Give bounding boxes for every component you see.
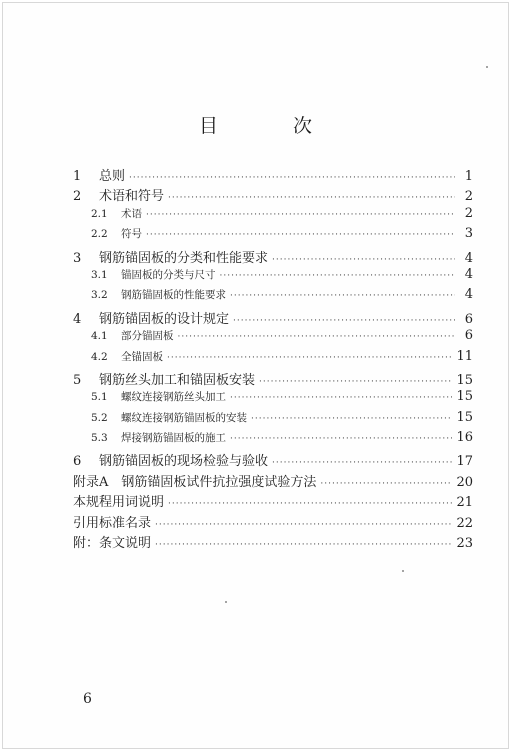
toc-dot-leader — [168, 499, 452, 509]
toc-entry-number: 3.2 — [91, 289, 108, 302]
toc-entry-number: 2.2 — [91, 228, 108, 241]
toc-entry — [73, 491, 473, 511]
document-page — [2, 2, 509, 749]
toc-dot-leader — [233, 316, 455, 326]
toc-entry-label: 螺纹连接钢筋丝头加工 — [121, 391, 226, 404]
toc-entry-number: 5.2 — [91, 411, 108, 424]
toc-entry-page: 21 — [456, 495, 473, 511]
toc-entry-label: 术语和符号 — [99, 189, 165, 205]
toc-entry — [73, 349, 473, 369]
toc-entry-label: 术语 — [121, 207, 142, 220]
toc-dot-leader — [155, 540, 452, 550]
toc-dot-leader — [167, 353, 452, 363]
toc-dot-leader — [129, 173, 455, 183]
toc-dot-leader — [272, 458, 452, 468]
toc-entry-page: 15 — [456, 372, 473, 388]
toc-entry — [73, 206, 473, 226]
toc-entry-number: 5 — [73, 372, 82, 388]
toc-dot-leader — [230, 291, 455, 301]
toc-dot-leader — [178, 332, 456, 342]
toc-entry — [73, 450, 473, 470]
toc-entry — [73, 165, 473, 185]
toc-entry-number: 2.1 — [91, 207, 108, 220]
toc-entry-page: 23 — [456, 536, 473, 552]
toc-dot-leader — [146, 210, 455, 220]
toc-entry-page: 15 — [456, 389, 473, 405]
scan-speck — [486, 66, 488, 68]
toc-entry-page: 2 — [464, 189, 473, 205]
toc-entry-label: 附录A 钢筋锚固板试件抗拉强度试验方法 — [73, 474, 317, 490]
toc-entry — [73, 267, 473, 287]
toc-entry — [73, 247, 473, 267]
toc-dot-leader — [230, 393, 452, 403]
toc-entry-number: 4.2 — [91, 350, 108, 363]
toc-entry-number: 2 — [73, 189, 82, 205]
toc-entry — [73, 185, 473, 205]
toc-dot-leader — [146, 230, 455, 240]
table-of-contents — [73, 165, 473, 552]
toc-entry-label: 钢筋锚固板的性能要求 — [121, 289, 226, 302]
toc-entry-label: 钢筋锚固板的设计规定 — [99, 311, 230, 327]
page-number: 6 — [83, 691, 92, 707]
toc-entry-page: 15 — [456, 409, 473, 425]
toc-entry-page: 4 — [464, 250, 473, 266]
toc-entry-label: 部分锚固板 — [121, 330, 174, 343]
toc-entry — [73, 532, 473, 552]
toc-entry — [73, 430, 473, 450]
toc-entry-number: 4 — [73, 311, 82, 327]
toc-entry-page: 2 — [464, 205, 473, 221]
toc-entry — [73, 512, 473, 532]
toc-entry-number: 5.1 — [91, 391, 108, 404]
toc-entry — [73, 410, 473, 430]
toc-entry-page: 22 — [456, 515, 473, 531]
toc-entry-page: 3 — [464, 226, 473, 242]
toc-entry — [73, 226, 473, 246]
toc-entry-page: 11 — [456, 348, 473, 364]
toc-dot-leader — [320, 479, 452, 489]
scan-speck — [225, 601, 227, 603]
toc-entry-number: 3 — [73, 250, 82, 266]
toc-dot-leader — [230, 434, 452, 444]
toc-entry-page: 4 — [464, 287, 473, 303]
toc-entry-label: 全锚固板 — [121, 350, 163, 363]
toc-entry-page: 6 — [464, 311, 473, 327]
toc-dot-leader — [168, 193, 455, 203]
toc-entry-label: 总则 — [99, 169, 126, 184]
toc-entry-label: 螺纹连接钢筋锚固板的安装 — [121, 411, 247, 424]
toc-entry-label: 符号 — [121, 228, 142, 241]
toc-entry-page: 20 — [456, 474, 473, 490]
toc-dot-leader — [272, 255, 455, 265]
page-title: 目 次 — [198, 115, 340, 137]
toc-entry-page: 1 — [464, 169, 473, 184]
toc-entry-number: 3.1 — [91, 268, 108, 281]
toc-dot-leader — [155, 520, 452, 530]
toc-entry-page: 16 — [456, 430, 473, 446]
toc-entry — [73, 471, 473, 491]
toc-entry — [73, 287, 473, 307]
toc-entry-label: 引用标准名录 — [73, 515, 152, 531]
toc-entry-label: 钢筋锚固板的现场检验与验收 — [99, 454, 269, 470]
toc-dot-leader — [220, 271, 456, 281]
toc-dot-leader — [251, 414, 452, 424]
toc-entry-label: 锚固板的分类与尺寸 — [121, 268, 216, 281]
toc-dot-leader — [259, 377, 452, 387]
toc-entry-number: 6 — [73, 454, 82, 470]
scan-speck — [402, 570, 404, 572]
toc-entry-page: 6 — [464, 328, 473, 344]
toc-entry-label: 附：条文说明 — [73, 536, 152, 552]
toc-entry-page: 17 — [456, 454, 473, 470]
toc-entry-label: 钢筋锚固板的分类和性能要求 — [99, 250, 269, 266]
toc-entry-number: 1 — [73, 169, 82, 184]
toc-entry-number: 4.1 — [91, 330, 108, 343]
toc-entry-number: 5.3 — [91, 432, 108, 445]
toc-entry-label: 焊接钢筋锚固板的施工 — [121, 432, 226, 445]
toc-entry — [73, 328, 473, 348]
toc-entry — [73, 308, 473, 328]
toc-entry — [73, 389, 473, 409]
toc-entry-label: 本规程用词说明 — [73, 495, 165, 511]
toc-entry-label: 钢筋丝头加工和锚固板安装 — [99, 372, 256, 388]
toc-entry — [73, 369, 473, 389]
toc-entry-page: 4 — [464, 266, 473, 282]
